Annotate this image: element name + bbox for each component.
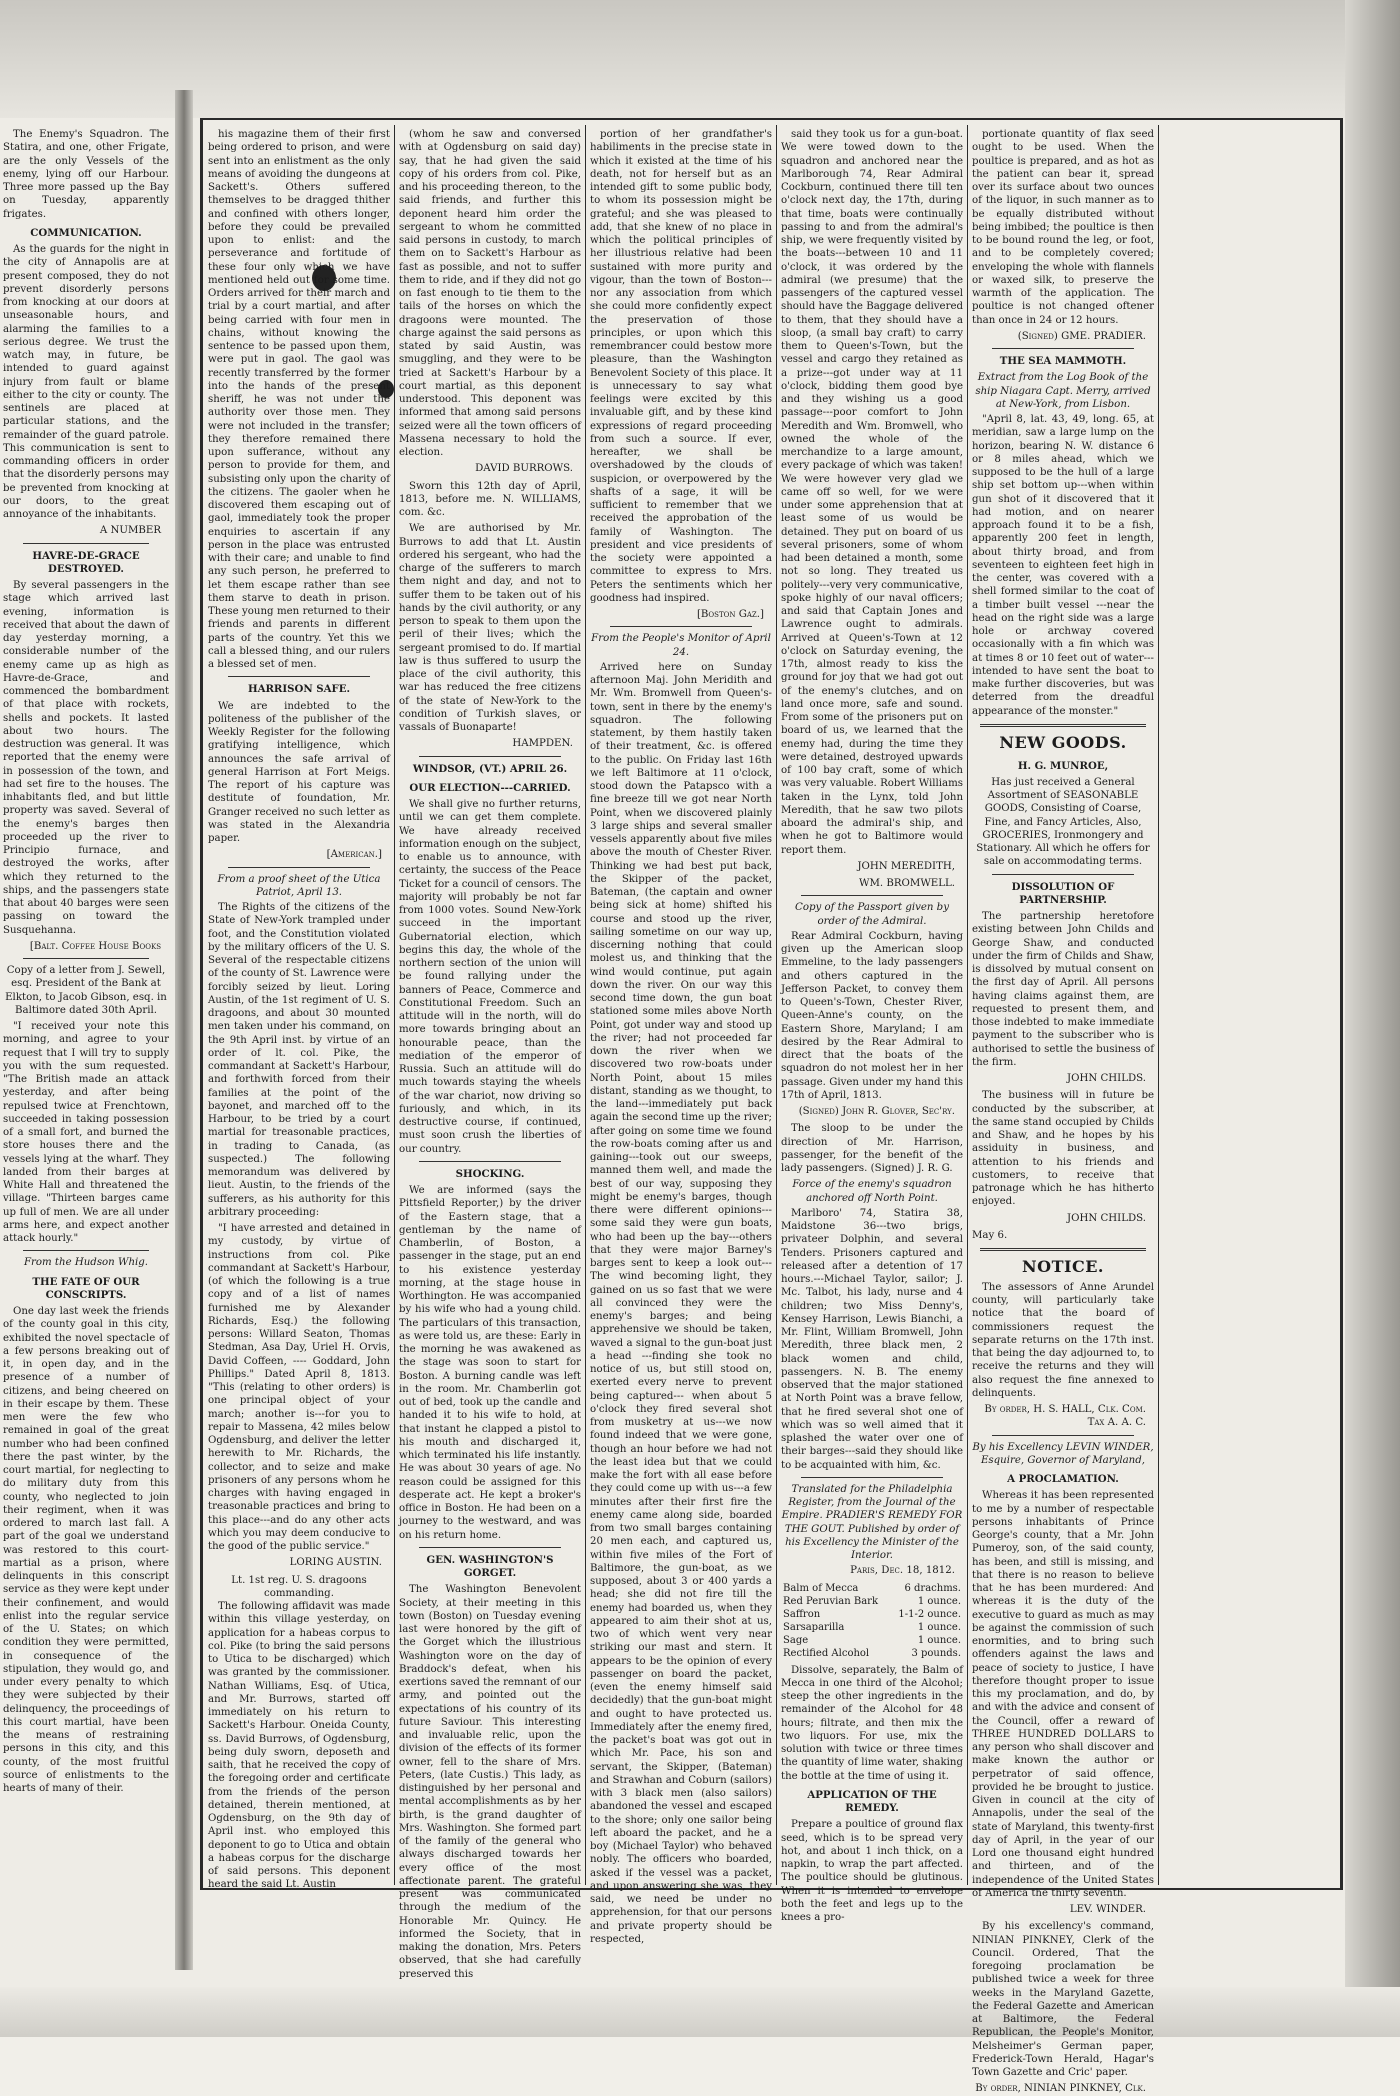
may-date: May 6.	[972, 1229, 1008, 1241]
double-rule	[980, 724, 1146, 727]
column-2	[205, 128, 393, 1891]
recipe-row	[781, 1621, 963, 1634]
heading-communication: COMMUNICATION.	[30, 226, 142, 239]
election-text: We shall give no further returns, until we can get them complete. We have already received information enough on the subject, to enable us to announce, with certainty, the success of the Peace Ticket for a council of censors. The majority will probably be not far from 1000 votes. Sound New-York succeed in the important Gubernatorial election, which begins this day, the whole of the northern section of the union will be found rallying under the banners of Peace, Commerce and Constitutional Freedom. Such an attitude will in the north, will do more towards bringing about an honourable peace, than the mediation of the emperor of Russia. Such an attitude will do much towards staying the wheels of the war chariot, now driving so furiously, and which, in its destructive course, if continued, must soon crush the liberties of our country.	[399, 799, 581, 1155]
ad-new-goods-heading: NEW GOODS.	[999, 732, 1127, 752]
sloop-text: The sloop to be under the direction of Mr. Harrison, passenger, for the benefit of the lady passengers. (Signed) J. R. G.	[781, 1123, 963, 1174]
heading-shocking: SHOCKING.	[455, 1167, 525, 1180]
recipe-row	[781, 1608, 963, 1621]
rule	[228, 867, 370, 868]
column-5	[778, 128, 966, 1923]
dissolution-text: The partnership heretofore existing between John Childs and George Shaw, and conducted under the firm of Childs and Shaw, is dissolved by mutual consent on the first day of April. All persons having claims against them, are requested to present them, and those indebted to make immediate payment to the subscriber who is authorised to settle the business of the firm.	[972, 911, 1154, 1068]
signature-hampden: HAMPDEN.	[512, 738, 573, 750]
signature-loring-austin: LORING AUSTIN.	[289, 1557, 382, 1569]
column-rule	[394, 125, 395, 1885]
enemy-squadron-text: The Enemy's Squadron. The Statira, and one, other Frigate, are the only Vessels of the enemy, lying off our Harbour. Three more passed up the Bay on Tuesday, apparently frigates.	[3, 129, 169, 220]
havre-text: By several passengers in the stage which arrived last evening, information is received that about the dawn of day yesterday morning, a considerable number of the enemy came up as high as Havre-de-Grace, and commenced the bombardment of that place with rockets, shells and pockets. It lasted about two hours. The destruction was general. It was reported that the enemy were in possession of the town, and had set fire to the houses. The inhabitants fled, and but little property was saved. Several of the enemy's barges then proceeded up the river to Principio furnace, and destroyed the works, after which they returned to the ships, and the passengers state that about 40 barges were seen passing on toward the Susquehanna.	[3, 580, 169, 936]
rule	[801, 895, 943, 896]
recipe-item: Red Peruvian Bark	[783, 1595, 879, 1607]
munroe-text: Has just received a General Assortment of SEASONABLE GOODS, Consisting of Coarse, Fine, and Fancy Articles, Also, GROCERIES, Ironmongery and Stationary. All which he offers for sale on accommodating terms.	[976, 776, 1150, 868]
rule	[419, 756, 561, 757]
recipe-table	[781, 1582, 963, 1660]
heading-havre-de-grace: HAVRE-DE-GRACE DESTROYED.	[32, 549, 140, 575]
harrison-text: We are indebted to the politeness of the publisher of the Weekly Register for the following gratifying intelligence, which announces the safe arrival of general Harrison at Fort Meigs. The report of his capture was destitute of foundation, Mr. Granger received no such letter as was stated in the Alexandria paper.	[208, 700, 390, 844]
signature-glover: (Signed) John R. Glover, Sec'ry.	[798, 1106, 955, 1117]
communication-text: As the guards for the night in the city of Annapolis are at present composed, they do not prevent disorderly persons from knocking at our doors at unseasonable hours, and alarming the families to a serious degree. We trust the watch may, in future, be intended to guard against injury from fault or blame either to the city or county. The sentinels are placed at particular stations, and the remainder of the guard patrole. This communication is sent to commanding officers in order that the disorderly persons may be prevented from knocking at our doors, to the great annoyance of the inhabitants.	[3, 244, 169, 520]
signature-austin-title: Lt. 1st reg. U. S. dragoons commanding.	[231, 1574, 367, 1599]
proclamation-by: By his Excellency LEVIN WINDER, Esquire, Governor of Maryland,	[972, 1441, 1154, 1466]
source-balt-coffee-house: [Balt. Coffee House Books	[29, 940, 161, 952]
childs-text: The business will in future be conducted by the subscriber, at the same stand occupied by Childs and Shaw, and he hopes by his assiduity in business, and attention to his friends and customers, to receive that patronage which he has hitherto enjoyed.	[972, 1090, 1154, 1208]
rule	[610, 626, 752, 627]
column-1	[0, 128, 172, 1883]
heading-dissolution: DISSOLUTION OF PARTNERSHIP.	[1011, 880, 1115, 906]
col3-top-text: (whom he saw and conversed with at Ogdensburg on said day) say, that he had given the said copy of his orders from col. Pike, and his proceeding thereon, to the said friends, and further this deponent heard him order the sergeant to whom he committed said persons in custody, to march them on to Sackett's Harbour as fast as possible, and not to suffer them to ride, and if they did not go on fast enough to tie them to the tails of the horses on which the dragoons were mounted. The charge against the said persons as stated by said Austin, was smuggling, and they were to be tried at Sackett's Harbour by a court martial, as this deponent understood. This deponent was informed that among said persons seized were all the town officers of Massena necessary to hold the election.	[399, 129, 581, 458]
affidavit-text: The following affidavit was made within this village yesterday, on application for a habeas corpus to col. Pike (to bring the said persons to Utica to be discharged) which was granted by the commissioner. Nathan Williams, Esq. of Utica, and Mr. Burrows, started off immediately on his return to Sackett's Harbour. Oneida County, ss. David Burrows, of Ogdensburg, being duly sworn, deposeth and saith, that he received the copy of the foregoing order and certificate from the friends of the person detained, therein mentioned, at Ogdensburg, on the 9th day of April inst. who employed this deponent to go to Utica and obtain a habeas corpus for the discharge of said persons. This deponent heard the said Lt. Austin	[208, 1601, 390, 1891]
mammoth-text: "April 8, lat. 43, 49, long. 65, at meridian, saw a large lump on the horizon, bearing N. W. distance 6 or 8 miles ahead, which we supposed to be the hull of a large ship set bottom up---when within gun shot of it discovered that it had motion, and on nearer approach found it to be a fish, apparently 200 feet in length, about thirty broad, and from seventeen to eighteen feet high in the center, was covered with a shell formed similar to the coat of a timber built vessel ---near the head on the right side was a large hole or archway covered occasionally with a fin which was at times 8 or 10 feet out of water--- intended to have sent the boat to make further discoveries, but was deterred from the dreadful appearance of the monster."	[972, 414, 1154, 717]
rule	[992, 874, 1134, 875]
col4-top-text: portion of her grandfather's habiliments in the precise state in which it existed at the time of his death, not for herself but as an intended gift to some public body, to whom its possession might be grateful; and she was pleased to add, that she knew of no place in which the political principles of her illustrious relative had been sustained with more purity and vigour, than the town of Boston---nor any association from which she could more confidently expect the preservation of those principles, or upon which this remembrancer could bestow more pleasure, than the Washington Benevolent Society of this place. It is unnecessary to say what feelings were excited by this invaluable gift, and by these kind expressions of regard proceeding from such a source. If ever, hereafter, we shall be overshadowed by the clouds of suspicion, or overpowered by the shafts of a sage, it will be sufficient to remember that we received the approbation of the family of Washington. The president and vice presidents of the society were appointed a committee to express to Mrs. Peters the sentiments which her goodness had inspired.	[590, 129, 772, 604]
command-text: By his excellency's command, NINIAN PINKNEY, Clerk of the Council. Ordered, That the foregoing proclamation be published twice a week for three weeks in the Maryland Gazette, the Federal Gazette and American at Baltimore, the Federal Republican, the People's Monitor, Melsheimer's German paper, Frederick-Town Herald, Hagar's Town Gazette and Cric' paper.	[972, 1921, 1154, 2079]
scan-shadow-top	[0, 0, 1400, 118]
letter-text: "I received your note this morning, and agree to your request that I will try to supply you with the sum requested. "The British made an attack yesterday, and after being repulsed twice at Frenchtown, succeeded in taking possession of a small fort, and burned the store houses there and the vessels lying at the wharf. They landed from their barges at White Hall and threatened the village. "Thirteen barges came up full of men. We are all under arms here, and expect another attack hourly."	[3, 1021, 169, 1244]
frame-left	[200, 120, 203, 1890]
column-rule	[967, 125, 968, 1885]
recipe-row	[781, 1647, 963, 1660]
paris-date: Paris, Dec. 18, 1812.	[850, 1565, 955, 1577]
application-text: Prepare a poultice of ground flax seed, which is to be spread very hot, and about 1 inch thick, on a napkin, to wrap the part affected. The poultice should be glutinous. When it is intended to envelope both the feet and legs up to the knees a pro-	[781, 1819, 963, 1923]
proclamation-text: Whereas it has been represented to me by a number of respectable persons inhabitants of Prince George's county, that a Mr. John Pumeroy, son, of the said county, has been, and still is missing, and that there is no reason to believe that he has been murdered: And whereas it is the duty of the executive to guard as much as may be against the commission of such enormities, and to bring such offenders against the laws and peace of society to justice, I have therefore thought proper to issue this my proclamation, and do, by and with the advice and consent of the Council, offer a reward of THREE HUNDRED DOLLARS to any person who shall discover and make known the author or perpetrator of said offence, provided he be brought to justice. Given in council at the city of Annapolis, under the seal of the state of Maryland, this twenty-first day of April, in the year of our Lord one thousand eight hundred and thirteen, and of the independence of the United States of America the thirty seventh.	[972, 1490, 1154, 1899]
monitor-text: Arrived here on Sunday afternoon Maj. John Meridith and Mr. Wm. Bromwell from Queen's-town, sent in there by the enemy's squadron. The following statement, by them hastily taken of their treatment, &c. is offered to the public. On Friday last 16th we left Baltimore at 11 o'clock, stood down the Patapsco with a fine breeze till we got near North Point, when we discovered plainly 3 large ships and several smaller vessels apparently about five miles above the mouth of Chester River. Thinking we had best put back, the Skipper of the packet, Bateman, (the captain and owner being sick at home) shifted his course and stood up the river, sailing sometime on our way up, discerning nothing that could molest us, and thinking that the wind would continue, put again down the river. On our way this second time down, the gun boat stationed some miles above North Point, got under way and stood up the river; had not proceeded far down the river when we discovered two row-boats under North Point, about 15 miles distant, standing as we thought, to the land---immediately put back again the second time up the river; after going on some time we found the row-boats coming after us and gaining---took out our sweeps, manned them well, and made the best of our way, supposing they might be enemy's barges, though there were different opinions---some said they were gun boats, who had been up the bay---others that they were major Barney's barges sent to keep a look out---The wind becoming light, they gained on us so fast that we were all convinced they were the enemy's barges; and being apprehensive we should be taken, waved a signal to the gun-boat just a head ---finding she took no notice of us, but still stood on, exerted every nerve to prevent being captured--- when about 5 o'clock they fired several shot from musketry at us---we now found indeed that we were gone, though an hour before we had not the least idea but that we could make the fort with all ease before they could come up with us---a few minutes after their first fire the enemy came along side, boarded from two small barges containing 20 men each, and captured us, within five miles of the Fort of Baltimore, the gun-boat, as we supposed, about 3 or 400 yards a head; she did not fire till the enemy had boarded us, when they appeared to aim their shot at us, two of which went very near striking our mast and stern. It appears to be the opinion of every passenger on board the packet, (even the enemy himself said decidedly) that the gun-boat might and ought to have protected us. Immediately after the enemy fired, the packet's boat was got out in which Mr. Pace, his son and servant, the Skipper, (Bateman) and Strawhan and Coburn (sailors) with 3 black men (also sailors) abandoned the vessel and escaped to the shore; only one sailor being left aboard the packet, and he a boy (Michael Taylor) who behaved nobly. The officers who boarded, asked if the vessel was a packet, and upon answering she was, they said, we need be under no apprehension, for that our persons and private property should be respected,	[590, 661, 772, 1945]
source-boston-gazette: [Boston Gaz.]	[696, 609, 764, 620]
signature-john-meredith: JOHN MEREDITH,	[857, 860, 955, 872]
notice-signature: By order, H. S. HALL, Clk. Com. Tax A. A. C.	[984, 1404, 1146, 1429]
memo-text: "I have arrested and detained in my custody, by virtue of instructions from col. Pike commandant at Sackett's Harbour, (of which the following is a true copy and of a list of names furnished me by Alexander Richards, Esq.) the following persons: Willard Seaton, Thomas Stedman, Asa Day, Uriel H. Orvis, David Coffeen, ---- Goddard, John Phillips." Dated April 8, 1813. "This (relating to other orders) is one principal object of your march; another is---for you to repair to Massena, 42 miles below Ogdensburg, and deliver the letter herewith to Mr. Richards, the collector, and to seize and make prisoners of any persons whom he charges with having engaged in treasonable practices and bring to this place---and do any other acts which you may deem conducive to the good of the public service."	[208, 1223, 390, 1552]
recipe-item: Saffron	[783, 1608, 821, 1620]
rule	[23, 1250, 149, 1251]
authorised-text: We are authorised by Mr. Burrows to add that Lt. Austin ordered his sergeant, who had the charge of the sufferers to march them night and day, and not to suffer them to be taken out of his hands by the civil authority, or any person to speak to them upon the peril of their lives; which the sergeant promised to do. If martial law is thus suffered to usurp the place of the civil authority, this war has reduced the free citizens of the state of New-York to the condition of Turkish slaves, or vassals of Buonaparte!	[399, 523, 581, 733]
recipe-row	[781, 1595, 963, 1608]
recipe-row	[781, 1582, 963, 1595]
force-text: Marlboro' 74, Statira 38, Maidstone 36---two brigs, privateer Dolphin, and several Tenders. Prisoners captured and released after a detention of 17 hours.---Michael Taylor, sailor; J. Mc. Talbot, his lady, nurse and 4 children; two Miss Denny's, Kensey Harrison, Lewis Bianchi, a Mr. Flint, William Bromwell, John Meredith, three black men, 2 black women and child, passengers. N. B. The enemy observed that the major stationed at North Point was a brave fellow, that he fired several shot one of which was so well aimed that it splashed the water over one of their barges---said they should like to be acquainted with him, &c.	[781, 1207, 963, 1471]
scan-shadow-bottom	[0, 1987, 1400, 2037]
heading-conscripts: THE FATE OF OUR CONSCRIPTS.	[32, 1275, 140, 1301]
recipe-qty: 1 ounce.	[917, 1595, 961, 1607]
frame-top	[200, 118, 1343, 120]
page-fold	[175, 90, 193, 1970]
signature-a-number: A NUMBER	[99, 525, 161, 537]
heading-windsor: WINDSOR, (VT.) APRIL 26.	[412, 762, 568, 775]
column-6	[969, 128, 1157, 2095]
column-rule	[585, 125, 586, 1885]
sworn-text: Sworn this 12th day of April, 1813, before me. N. WILLIAMS, com. &c.	[399, 480, 581, 518]
signature-ninian-pinkney: By order, NINIAN PINKNEY, Clk.	[975, 2083, 1146, 2095]
heading-letter: Copy of a letter from J. Sewell, esq. President of the Bank at Elkton, to Jacob Gibson, esq. in Baltimore dated 30th April.	[5, 965, 167, 1016]
column-rule	[1158, 125, 1159, 1885]
signature-pradier: (Signed) GME. PRADIER.	[1017, 330, 1146, 342]
heading-utica-patriot: From a proof sheet of the Utica Patriot, April 13.	[217, 873, 381, 898]
col6-top-text: portionate quantity of flax seed ought to be used. When the poultice is prepared, and as hot as the patient can bear it, spread over its surface about two ounces of the liquor, in such manner as to be equally distributed without being imbibed; the poultice is then to be bound round the leg, or foot, and to be completely covered; enveloping the whole with flannels or waxed silk, to preserve the warmth of the application. The poultice is not changed oftener than once in 24 or 12 hours.	[972, 129, 1154, 326]
recipe-qty: 6 drachms.	[904, 1582, 961, 1594]
recipe-qty: 1 ounce.	[917, 1621, 961, 1633]
recipe-qty: 3 pounds.	[911, 1647, 961, 1659]
heading-passport: Copy of the Passport given by order of the Admiral.	[795, 902, 949, 927]
heading-hudson-whig: From the Hudson Whig.	[23, 1257, 149, 1269]
signature-wm-bromwell: WM. BROMWELL.	[859, 878, 955, 889]
notice-text: The assessors of Anne Arundel county, will particularly take notice that the board of commissioners request the separate returns on the 17th inst. that being the day adjourned to, to receive the returns and they will also request the fine annexed to delinquents.	[972, 1281, 1154, 1399]
recipe-item: Sage	[783, 1634, 809, 1646]
recipe-row	[781, 1634, 963, 1647]
mammoth-subheading: Extract from the Log Book of the ship Niagara Capt. Merry, arrived at New-York, from Lisbon.	[975, 372, 1151, 410]
rule	[992, 1435, 1134, 1436]
heading-our-election: OUR ELECTION---CARRIED.	[409, 781, 571, 794]
gout-text: Dissolve, separately, the Balm of Mecca in one third of the Alcohol; steep the other ingredients in the remainder of the Alcohol for 48 hours; filtrate, and then mix the two liquors. For use, mix the solution with twice or three times the quantity of lime water, shaking the bottle at the time of using it.	[781, 1664, 963, 1782]
heading-application: APPLICATION OF THE REMEDY.	[807, 1788, 937, 1814]
col5-top-text: said they took us for a gun-boat. We were towed down to the squadron and anchored near the Marlborough 74, Rear Admiral Cockburn, continued there till ten o'clock next day, the 17th, during that time, boats were continually passing to and from the admiral's ship, we were frequently visited by the boats---between 10 and 11 o'clock, it was ordered by the admiral (we presume) that the passengers of the captured vessel should have the Baggage delivered to them, that they should have a sloop, (a small bay craft) to carry them to Queen's-Town, but the vessel and cargo they retained as a prize---got under way at 11 o'clock, bidding them good bye and they wishing us a good passage---poor comfort to John Meredith and Wm. Bromwell, who owned the whole of the merchandize to a large amount, every package of which was taken! We were however very glad we came off so well, for we were under some apprehension that at least some of us would be detained. They put on board of us several prisoners, some of whom had been detained a month, some not so long. They treated us politely---very very communicative, spoke highly of our naval officers; and said that Captain Jones and Lawrence ought to admirals. Arrived at Queen's-Town at 12 o'clock on Saturday evening, the 17th, almost ready to kiss the ground for joy that we had got out of the enemy's clutches, and on land once more, safe and sound. From some of the prisoners put on board of us, we learned that the enemy had, during the time they were detained, destroyed upwards of 100 bay craft, some of which was very valuable. Robert Williams taken in the Lynx, told John Meredith, that he saw two pilots aboard the admiral's ship, and when he got to Baltimore would report them.	[781, 129, 963, 856]
rule	[23, 543, 149, 544]
rule	[23, 958, 149, 959]
shocking-text: We are informed (says the Pittsfield Reporter,) by the driver of the Eastern stage, that a gentleman by the name of Chamberlin, of Boston, a passenger in the stage, put an end to his existence yesterday morning, at the stage house in Worthington. He was accompanied by his wife who had a young child. The particulars of this transaction, as were told us, are these: Early in the morning he was awakened as the stage was soon to start for Boston. A burning candle was left in the room. Mr. Chamberlin got out of bed, took up the candle and handed it to his wife to hold, at that instant he clapped a pistol to his mouth and discharged it, which terminated his life instantly. He was about 30 years of age. No reason could be assigned for this desperate act. He kept a broker's office in Boston. He had been on a journey to the westward, and was on his return home.	[399, 1185, 581, 1541]
rule	[419, 1161, 561, 1162]
conscripts-text: One day last week the friends of the county goal in this city, exhibited the novel spectacle of a few persons breaking out of it, in open day, and in the presence of a number of citizens, and being cheered on in their escape by them. These men were the few who remained in goal of the great number who had been confined there the past winter, by the court martial, for neglecting to do military duty from this county, who neglected to join their regiment, when it was ordered to march last fall. A part of the goal we understand was restored to this court-martial as a prison, where delinquents in this conscript service as they were kept under their confinement, and would enlist into the regular service of the U. States; on which condition they were permitted, in consequence of the stipulation, they would go, and under every penalty to which they were subjected by their delinquency, the proceedings of this court martial, have been the means of restraining persons in this city, and this county, of the most fruitful source of enlistments to the hearts of many of their.	[3, 1306, 169, 1794]
heading-proclamation: A PROCLAMATION.	[1007, 1473, 1119, 1486]
signature-lev-winder: LEV. WINDER.	[1069, 1904, 1146, 1916]
recipe-qty: 1-1-2 ounce.	[898, 1608, 961, 1620]
recipe-item: Balm of Mecca	[783, 1582, 859, 1594]
heading-peoples-monitor: From the People's Monitor of April 24.	[591, 633, 771, 658]
rule	[228, 676, 370, 677]
recipe-item: Rectified Alcohol	[783, 1647, 870, 1659]
scan-shadow-right	[1345, 0, 1400, 2037]
frame-right	[1340, 118, 1343, 1888]
heading-gout-remedy: Translated for the Philadelphia Register, from the Journal of the Empire. PRADIER'S REMEDY FOR THE GOUT. Published by order of his Excellency the Minister of the Interior.	[781, 1483, 963, 1561]
notice-heading: NOTICE.	[1022, 1257, 1104, 1277]
rule	[801, 1477, 943, 1478]
heading-enemy-force: Force of the enemy's squadron anchored off North Point.	[792, 1179, 952, 1204]
source-american: [American.]	[326, 849, 382, 861]
double-rule	[980, 1248, 1146, 1251]
utica-text: The Rights of the citizens of the State of New-York trampled under foot, and the Constitution violated by the military officers of the U. S. Several of the respectable citizens of the county of St. Lawrence were forcibly seized by lieut. Loring Austin, of the 1st regiment of U. S. dragoons, and about 30 mounted men taken under his command, on the 9th April inst. by virtue of an order of lt. col. Pike, the commandant at Sackett's Harbour, and forthwith forced from their families at the point of the bayonet, and marched off to the Harbour, to be tried by a court martial for treasonable practices, in trading to Canada, (as suspected.) The following memorandum was delivered by lieut. Austin, to the friends of the sufferers, as his authority for this arbitrary proceeding:	[208, 902, 390, 1218]
rule	[992, 348, 1134, 349]
recipe-item: Sarsaparilla	[783, 1621, 845, 1633]
passport-text: Rear Admiral Cockburn, having given up the American sloop Emmeline, to the lady passengers and others captured in the Jefferson Packet, to convey them to Queen's-Town, Chester River, Queen-Anne's county, on the Eastern Shore, Maryland; I am desired by the Rear Admiral to direct that the boats of the squadron do not molest her in her passage. Given under my hand this 17th of April, 1813.	[781, 930, 963, 1101]
heading-sea-mammoth: THE SEA MAMMOTH.	[999, 355, 1127, 367]
signature-john-childs: JOHN CHILDS.	[1067, 1073, 1146, 1085]
munroe-name: H. G. MUNROE,	[1017, 759, 1109, 772]
signature-john-childs-2: JOHN CHILDS.	[1067, 1212, 1146, 1224]
recipe-qty: 1 ounce.	[917, 1634, 961, 1646]
signature-david-burrows: DAVID BURROWS.	[475, 463, 573, 475]
heading-washington-gorget: GEN. WASHINGTON'S GORGET.	[426, 1553, 554, 1579]
rule	[419, 1547, 561, 1548]
heading-harrison-safe: HARRISON SAFE.	[247, 683, 351, 696]
column-3	[396, 128, 584, 1980]
column-rule	[776, 125, 777, 1885]
gorget-text: The Washington Benevolent Society, at their meeting in this town (Boston) on Tuesday evening last were honored by the gift of the Gorget which the illustrious Washington wore on the day of Braddock's defeat, when his exertions saved the remnant of our army, and pointed out the expectations of his country of its future Saviour. This interesting and invaluable relic, upon the division of the effects of its former owner, fell to the share of Mrs. Peters, (late Custis.) This lady, as distinguished by her personal and mental accomplishments as by her birth, is the grand daughter of Mrs. Washington. She formed part of the family of the general who always discharged towards her every office of the most affectionate parent. The grateful present was communicated through the medium of the Honorable Mr. Quincy. He informed the Society, that in making the donation, Mrs. Peters observed, that she had carefully preserved this	[399, 1584, 581, 1980]
column-4	[587, 128, 775, 1945]
col2-top-text: his magazine them of their first being ordered to prison, and were sent into an enlistment as the only means of avoiding the dungeons at Sackett's. Others suffered themselves to be dragged thither and confined with others longer, before they could be prevailed upon to enlist: and the perseverance and fortitude of these four only which we have mentioned held out for some time. Orders arrived for their march and trial by a court martial, and after being carried with four men in chains, without knowing the sentence to be passed upon them, were put in gaol. The gaol was recently transferred by the former into the hands of the present sheriff, he was not under the authority over those men. They were not included in the transfer; they therefore remained there upon sufferance, without any person to provide for them, and subsisting only upon the charity of the citizens. The gaoler when he discovered them escaping out of gaol, immediately took the proper enquiries to ascertain if any person in the place was entrusted with their care; and unable to find any such person, he preferred to let them escape rather than see them starve to death in prison. These young men returned to their friends and parents in different parts of the country. Yet this we call a blessed thing, and our rulers a blessed set of men.	[208, 129, 390, 670]
